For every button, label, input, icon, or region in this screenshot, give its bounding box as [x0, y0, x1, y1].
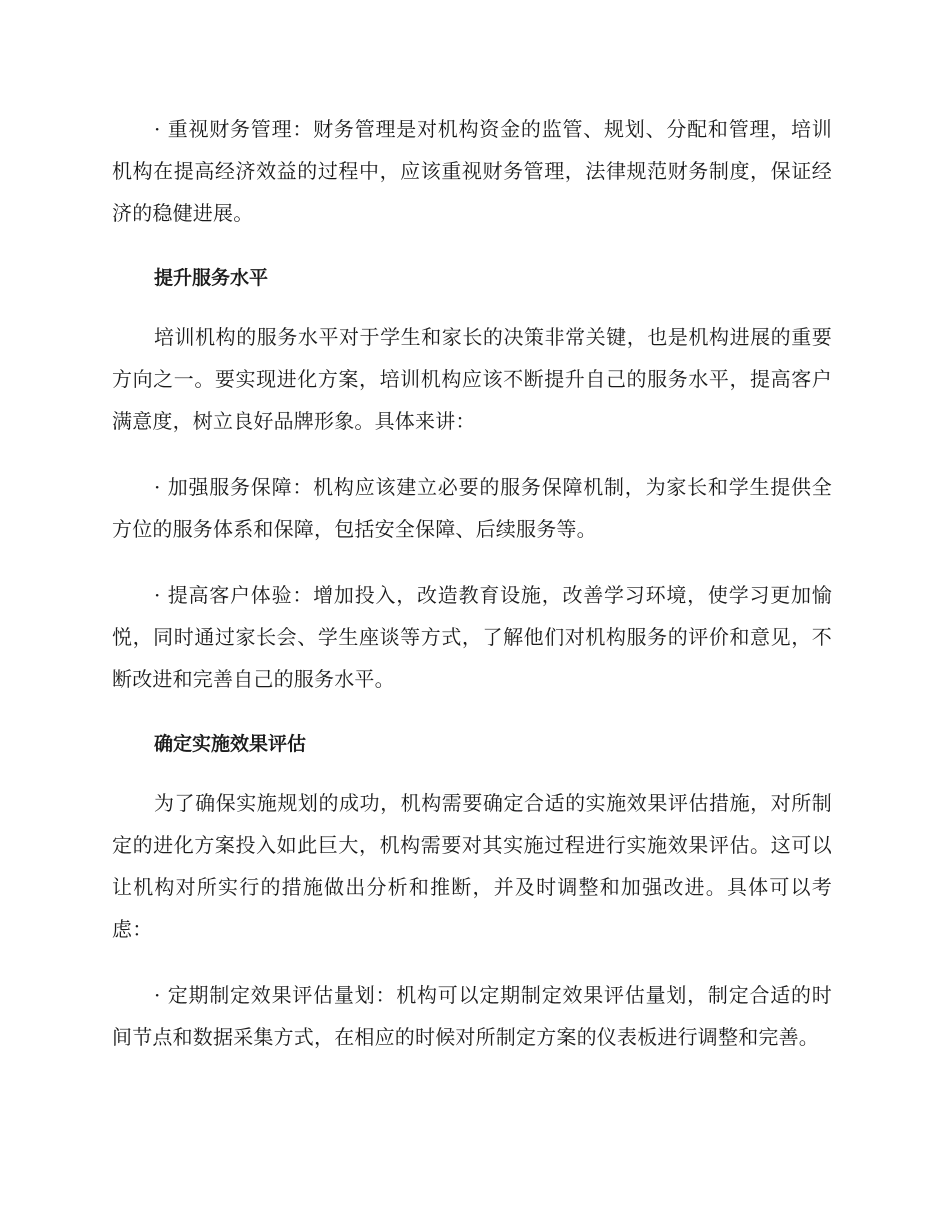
heading-improve-service: 提升服务水平 [154, 267, 269, 289]
paragraph-evaluation-measures: 为了确保实施规划的成功，机构需要确定合适的实施效果评估措施，对所制定的进化方案投入如此巨大，机构需要对其实施过程进行实施效果评估。这可以让机构对所实行的措施做出分析和推断，并及时调整和加强改进。具体可以考虑： [112, 791, 832, 941]
paragraph-service-level: 培训机构的服务水平对于学生和家长的决策非常关键，也是机构进展的重要方向之一。要实现进化方案，培训机构应该不断提升自己的服务水平，提高客户满意度，树立良好品牌形象。具体来讲： [112, 325, 832, 433]
paragraph-service-guarantee: · 加强服务保障：机构应该建立必要的服务保障机制，为家长和学生提供全方位的服务体系和保障，包括安全保障、后续服务等。 [112, 475, 832, 541]
paragraph-financial-management: · 重视财务管理：财务管理是对机构资金的监管、规划、分配和管理，培训机构在提高经济效益的过程中，应该重视财务管理，法律规范财务制度，保证经济的稳健进展。 [112, 117, 832, 225]
heading-effect-evaluation: 确定实施效果评估 [154, 733, 307, 755]
paragraph-periodic-evaluation: · 定期制定效果评估量划：机构可以定期制定效果评估量划，制定合适的时间节点和数据采集方式，在相应的时候对所制定方案的仪表板进行调整和完善。 [112, 983, 832, 1049]
paragraph-customer-experience: · 提高客户体验：增加投入，改造教育设施，改善学习环境，使学习更加愉悦，同时通过家长会、学生座谈等方式，了解他们对机构服务的评价和意见，不断改进和完善自己的服务水平。 [112, 583, 832, 691]
document-body [112, 108, 832, 1082]
